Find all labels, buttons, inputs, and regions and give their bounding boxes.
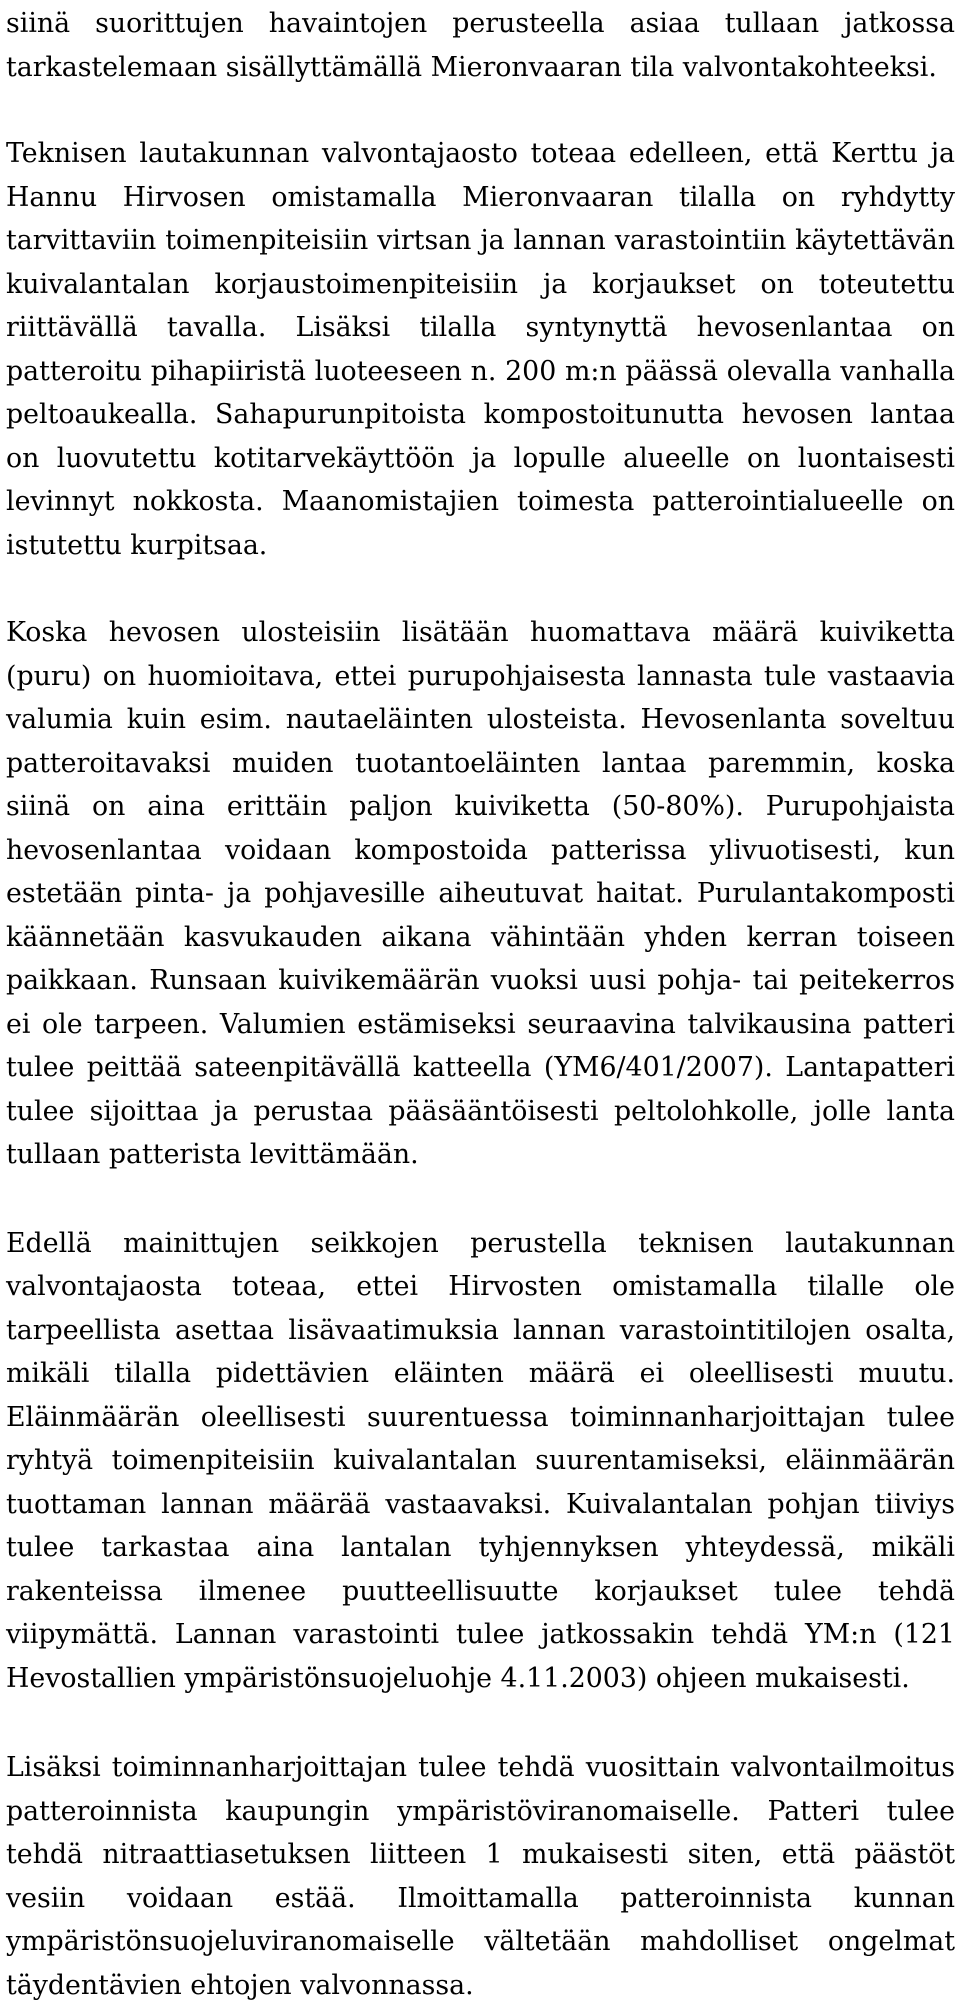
paragraph-inspection-followup: siinä suorittujen havaintojen perusteella asiaa tullaan jatkossa tarkastelemaan sisällyttämällä Mieronvaaran tila valvontakohteeksi.: [6, 8, 955, 83]
paragraph-committee-findings: Teknisen lautakunnan valvontajaosto toteaa edelleen, että Kerttu ja Hannu Hirvosen omistamalla Mieronvaaran tilalla on ryhdytty tarvittaviin toimenpiteisiin virtsan ja lannan varastointiin käytettävän kuivalantalan korjaustoimenpiteisiin ja korjaukset on toteutettu riittävällä tavalla. Lisäksi tilalla syntynyttä hevosenlantaa on patteroitu pihapiiristä luoteeseen n. 200 m:n päässä olevalla vanhalla peltoaukealla. Sahapurunpitoista kompostoitunutta hevosen lantaa on luovutettu kotitarvekäyttöön ja lopulle alueelle on luontaisesti levinnyt nokkosta. Maanomistajien toimesta patterointialueelle on istutettu kurpitsaa.: [6, 138, 955, 561]
paragraph-horse-manure-composting: Koska hevosen ulosteisiin lisätään huomattava määrä kuiviketta (puru) on huomioitava, ettei purupohjaisesta lannasta tule vastaavia valumia kuin esim. nautaeläinten ulosteista. Hevosenlanta soveltuu patteroitavaksi muiden tuotantoeläinten lantaa paremmin, koska siinä on aina erittäin paljon kuiviketta (50-80%). Purupohjaista hevosenlantaa voidaan kompostoida patterissa ylivuotisesti, kun estetään pinta- ja pohjavesille aiheutuvat haitat. Purulantakomposti käännetään kasvukauden aikana vähintään yhden kerran toiseen paikkaan. Runsaan kuivikemäärän vuoksi uusi pohja- tai peitekerros ei ole tarpeen. Valumien estämiseksi seuraavina talvikausina patteri tulee peittää sateenpitävällä katteella (YM6/401/2007). Lantapatteri tulee sijoittaa ja perustaa pääsääntöisesti peltolohkolle, jolle lanta tullaan patterista levittämään.: [6, 617, 955, 1170]
document-page: [6, 2, 955, 2007]
paragraph-committee-conclusion: Edellä mainittujen seikkojen perustella teknisen lautakunnan valvontajaosta toteaa, ettei Hirvosten omistamalla tilalle ole tarpeellista asettaa lisävaatimuksia lannan varastointitilojen osalta, mikäli tilalla pidettävien eläinten määrä ei oleellisesti muutu. Eläinmäärän oleellisesti suurentuessa toiminnanharjoittajan tulee ryhtyä toimenpiteisiin kuivalantalan suurentamiseksi, eläinmäärän tuottaman lannan määrää vastaavaksi. Kuivalantalan pohjan tiiviys tulee tarkastaa aina lantalan tyhjennyksen yhteydessä, mikäli rakenteissa ilmenee puutteellisuutte korjaukset tulee tehdä viipymättä. Lannan varastointi tulee jatkossakin tehdä YM:n (121 Hevostallien ympäristönsuojeluohje 4.11.2003) ohjeen mukaisesti.: [6, 1227, 955, 1694]
paragraph-annual-notification: Lisäksi toiminnanharjoittajan tulee tehdä vuosittain valvontailmoitus patteroinnista kaupungin ympäristöviranomaiselle. Patteri tulee tehdä nitraattiasetuksen liitteen 1 mukaisesti siten, että päästöt vesiin voidaan estää. Ilmoittamalla patteroinnista kunnan ympäristönsuojeluviranomaiselle vältetään mahdolliset ongelmat täydentävien ehtojen valvonnassa.: [6, 1752, 955, 2001]
